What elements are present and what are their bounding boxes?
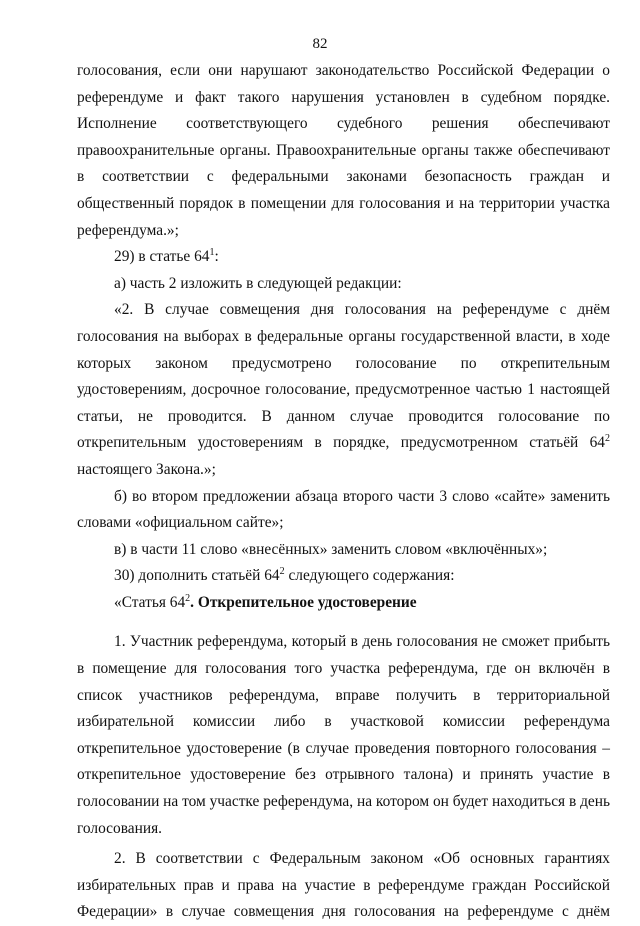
page-number: 82	[312, 36, 328, 52]
article-heading	[77, 590, 610, 617]
paragraph-item-30	[77, 563, 610, 590]
paragraph-item-v: в) в части 11 слово «внесённых» заменить словом «включённых»;	[114, 540, 548, 558]
part-2-text: «2. В случае совмещения дня голосования на референдуме с днём голосования на выборах в федеральные органы государственной власти, в ходе которых законом предусмотрено голосование по открепительным удостоверениям, досрочное голосование, предусмотренное частью 1 настоящей статьи, не проводится. В данном случае проводится голосование по открепительным удостоверениям в порядке, предусмотренном статьёй 64	[77, 301, 610, 452]
paragraph-item-29	[77, 244, 610, 271]
part-2-superscript: 2	[605, 433, 610, 445]
article-title: Открепительное удостоверение	[197, 593, 417, 611]
part-2-suffix: настоящего Закона.»;	[77, 460, 216, 478]
article-heading-superscript: 2	[185, 592, 191, 604]
item-29-suffix: :	[214, 248, 219, 266]
article-heading-dot: .	[190, 593, 198, 611]
item-30-superscript: 2	[279, 566, 285, 578]
item-30-suffix: следующего содержания:	[284, 567, 455, 585]
paragraph-continuation: голосования, если они нарушают законодательство Российской Федерации о референдуме и факт такого нарушения установлен в судебном порядке. Исполнение соответствующего судебного решения обеспечивают правоохранительные органы. Правоохранительные органы также обеспечивают в соответствии с федеральными законами безопасность граждан и общественный порядок в помещении для голосования и на территории участка референдума.»;	[77, 62, 610, 239]
article-heading-prefix: «Статья 64	[114, 593, 186, 611]
item-29-superscript: 1	[209, 247, 215, 259]
item-29-text: 29) в статье 64	[114, 248, 210, 266]
document-body	[77, 58, 610, 926]
paragraph-article-part-1: 1. Участник референдума, который в день голосования не сможет прибыть в помещение для голосования того участка референдума, где он включён в список участников референдума, вправе получить в территориальной избирательной комиссии либо в участковой комиссии референдума открепительное удостоверение (в случае проведения повторного голосования – открепительное удостоверение без отрывного талона) и принять участие в голосовании на том участке референдума, на котором он будет находиться в день голосования.	[77, 633, 610, 837]
paragraph-article-part-2: 2. В соответствии с Федеральным законом «Об основных гарантиях избирательных прав и права на участие в референдуме граждан Российской Федерации» в случае совмещения дня голосования на референдуме с днём	[77, 850, 610, 921]
item-30-text: 30) дополнить статьёй 64	[114, 567, 280, 585]
paragraph-part-2	[77, 297, 610, 483]
paragraph-item-a: а) часть 2 изложить в следующей редакции:	[114, 274, 402, 292]
paragraph-item-b: б) во втором предложении абзаца второго части 3 слово «сайте» заменить словами «официальном сайте»;	[77, 487, 610, 532]
